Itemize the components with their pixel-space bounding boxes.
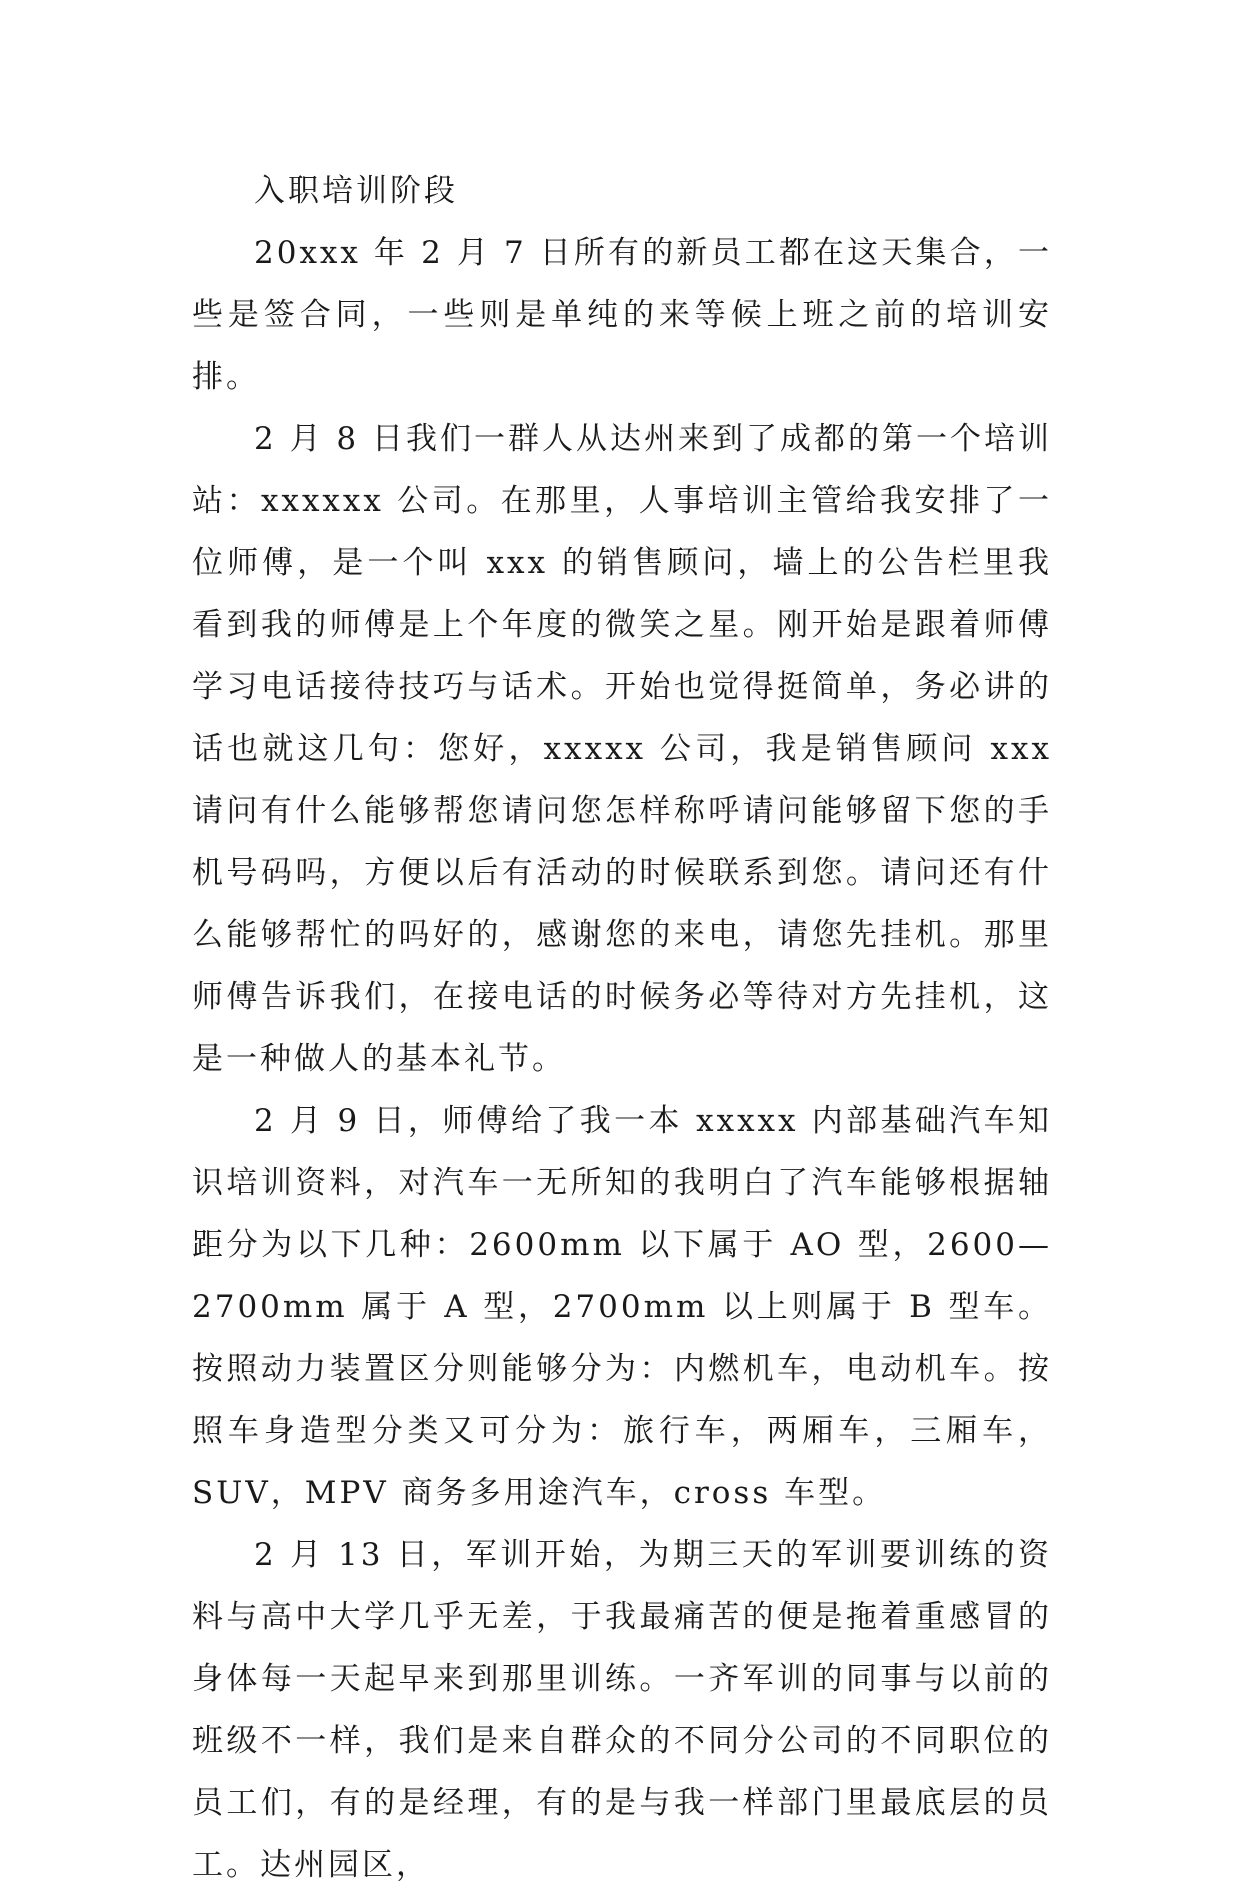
document-body — [192, 160, 1052, 1896]
paragraph-feb-13: 2 月 13 日，军训开始，为期三天的军训要训练的资料与高中大学几乎无差，于我最痛苦的便是拖着重感冒的身体每一天起早来到那里训练。一齐军训的同事与以前的班级不一样，我们是来自群众的不同分公司的不同职位的员工们，有的是经理，有的是与我一样部门里最底层的员工。达州园区， — [192, 1537, 1052, 1883]
paragraph-feb-8: 2 月 8 日我们一群人从达州来到了成都的第一个培训站：xxxxxx 公司。在那里，人事培训主管给我安排了一位师傅，是一个叫 xxx 的销售顾问，墙上的公告栏里我看到我的师傅是上个年度的微笑之星。刚开始是跟着师傅学习电话接待技巧与话术。开始也觉得挺简单，务必讲的话也就这几句：您好，xxxxx 公司，我是销售顾问 xxx 请问有什么能够帮您请问您怎样称呼请问能够留下您的手机号码吗，方便以后有活动的时候联系到您。请问还有什么能够帮忙的吗好的，感谢您的来电，请您先挂机。那里师傅告诉我们，在接电话的时候务必等待对方先挂机，这是一种做人的基本礼节。 — [192, 421, 1053, 1077]
paragraph-feb-7: 20xxx 年 2 月 7 日所有的新员工都在这天集合，一些是签合同，一些则是单纯的来等候上班之前的培训安排。 — [192, 235, 1052, 395]
section-heading: 入职培训阶段 — [254, 173, 458, 209]
paragraph-feb-9: 2 月 9 日，师傅给了我一本 xxxxx 内部基础汽车知识培训资料，对汽车一无所知的我明白了汽车能够根据轴距分为以下几种：2600mm 以下属于 AO 型，2600—2700mm 属于 A 型，2700mm 以上则属于 B 型车。按照动力装置区分则能够分为：内燃机车，电动机车。按照车身造型分类又可分为：旅行车，两厢车，三厢车，SUV，MPV 商务多用途汽车，cross 车型。 — [192, 1103, 1052, 1511]
